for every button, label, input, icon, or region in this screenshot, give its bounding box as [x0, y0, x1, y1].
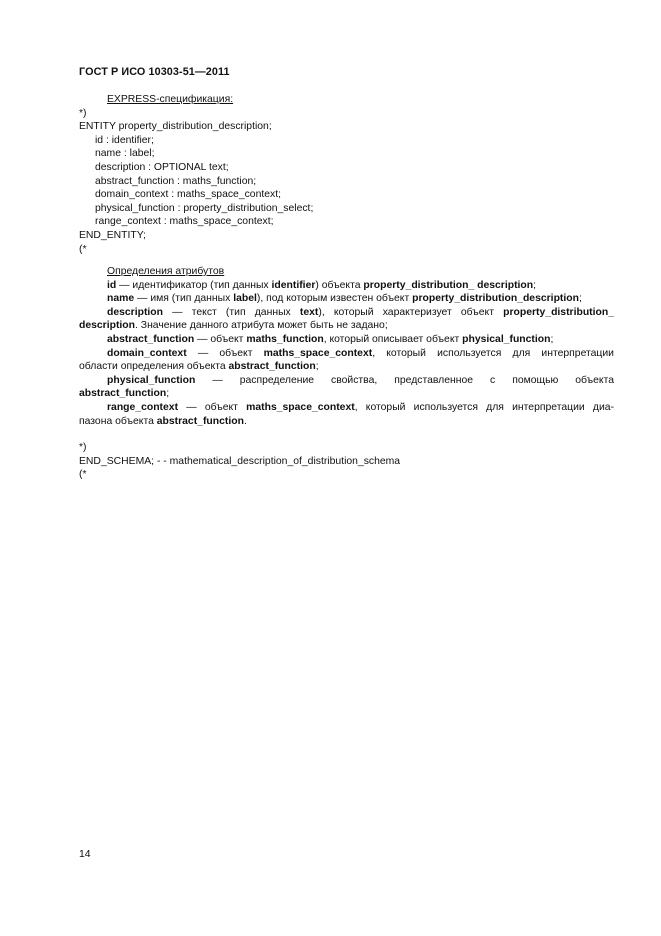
comment-open: (*: [79, 243, 87, 255]
entity-field: id : identifier;: [95, 134, 154, 146]
end-entity: END_ENTITY;: [79, 229, 146, 241]
entity-field: name : label;: [95, 148, 155, 160]
entity-declaration: ENTITY property_distribution_description;: [79, 121, 272, 133]
attr-physical-function: physical_function — распределение свойства, представленное с помощью объекта: [107, 374, 614, 386]
express-specification: [79, 93, 619, 256]
comment-close: *): [79, 442, 87, 453]
attr-description: description — текст (тип данных text), который характеризует объект property_distribution_: [107, 306, 614, 318]
attr-description-cont: description. Значение данного атрибута может быть не задано;: [79, 320, 388, 332]
attr-abstract-function: abstract_function — объект maths_function, который описывает объект physical_function;: [107, 333, 554, 345]
entity-field: physical_function : property_distribution_select;: [95, 202, 314, 214]
attr-domain-context-cont: области определения объекта abstract_function;: [79, 361, 319, 373]
comment-open: (*: [79, 469, 87, 481]
attrs-heading: Определения атрибутов: [107, 266, 225, 277]
attr-name: name — имя (тип данных label), под которым известен объект property_distribution_description;: [107, 293, 582, 305]
end-schema: END_SCHEMA; - - mathematical_description_of_distribution_schema: [79, 455, 401, 467]
comment-close: *): [79, 107, 87, 119]
attr-domain-context: domain_context — объект maths_space_context, который используется для интерпретации: [107, 347, 614, 359]
attr-range-context: range_context — объект maths_space_context, который используется для интерпретации диа-: [107, 401, 614, 413]
attr-range-context-cont: пазона объекта abstract_function.: [79, 415, 247, 427]
schema-end-block: [79, 441, 619, 482]
attribute-definitions: [79, 265, 614, 428]
attr-id: id — идентификатор (тип данных identifier) объекта property_distribution_ description;: [107, 279, 537, 291]
document-header: ГОСТ Р ИСО 10303-51—2011: [79, 66, 230, 78]
entity-field: description : OPTIONAL text;: [95, 161, 229, 173]
entity-field: domain_context : maths_space_context;: [95, 189, 281, 201]
spec-heading: EXPRESS-спецификация:: [107, 94, 234, 105]
entity-field: abstract_function : maths_function;: [95, 175, 257, 187]
entity-field: range_context : maths_space_context;: [95, 216, 274, 228]
attr-physical-function-cont: abstract_function;: [79, 388, 170, 400]
page-number: 14: [79, 849, 91, 860]
